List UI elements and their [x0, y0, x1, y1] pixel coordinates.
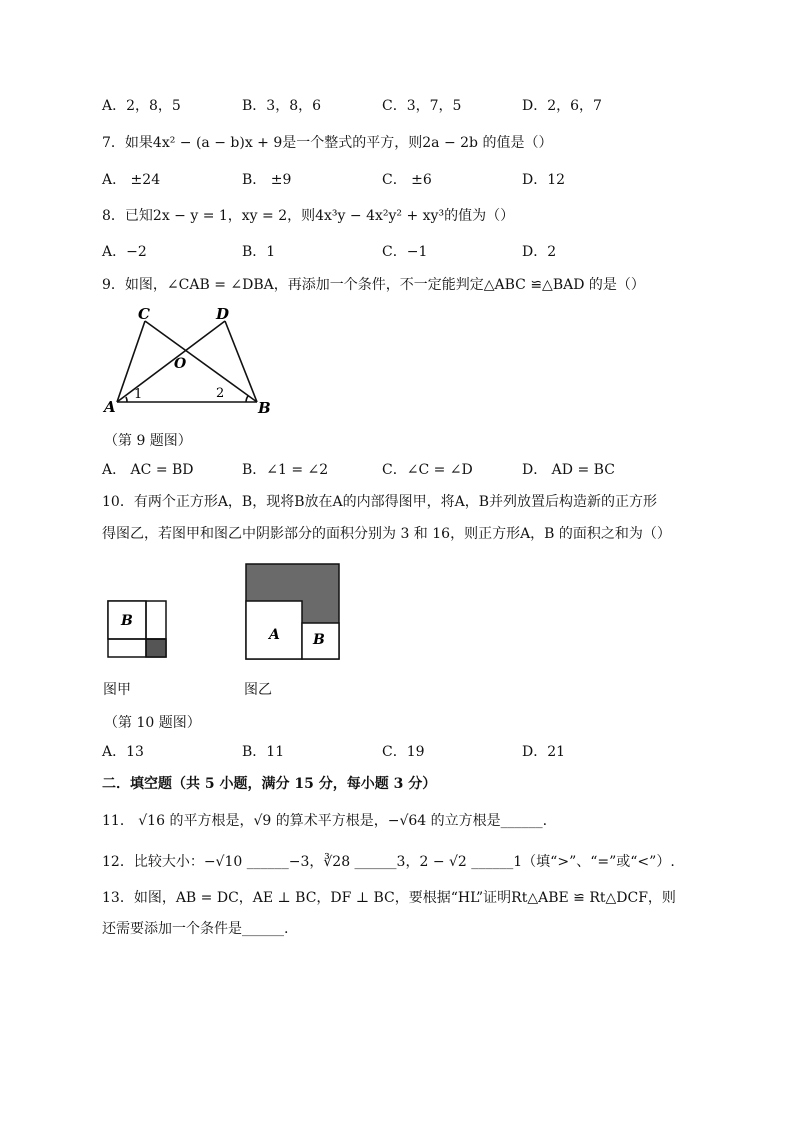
- q7-stem: 7．如果4x² − (a − b)x + 9是一个整式的平方，则2a − 2b 的值是（）: [102, 135, 553, 151]
- q9-label-a: A: [104, 398, 116, 416]
- q9-figure: [100, 300, 290, 420]
- q8-option-c: C．−1: [382, 244, 428, 260]
- q10-jia-label-b: B: [121, 613, 133, 629]
- q13-line1: 13．如图，AB = DC，AE ⊥ BC，DF ⊥ BC，要根据“HL”证明Rt△ABE ≌ Rt△DCF，则: [102, 890, 676, 906]
- q10-figure-yi: [245, 563, 341, 661]
- q10-option-a: A．13: [102, 744, 144, 760]
- q10-stem-line2: 得图乙，若图甲和图乙中阴影部分的面积分别为 3 和 16，则正方形A，B 的面积之和为（）: [102, 526, 671, 542]
- q10-option-c: C．19: [382, 744, 425, 760]
- q8-option-d: D．2: [522, 244, 557, 260]
- q11-text: 11． √16 的平方根是，√9 的算术平方根是，−√64 的立方根是______.: [102, 813, 548, 829]
- q9-label-o: O: [174, 356, 187, 372]
- q6-option-b: B．3，8，6: [242, 98, 322, 114]
- q9-label-c: C: [138, 305, 150, 323]
- q9-option-b: B．∠1 = ∠2: [242, 462, 329, 478]
- q9-angle-arc-2: [246, 396, 248, 402]
- q10-fig1-caption: 图甲: [103, 682, 131, 698]
- q9-stem: 9．如图，∠CAB = ∠DBA，再添加一个条件，不一定能判定△ABC ≌△BAD 的是（）: [102, 277, 645, 293]
- q13-line2: 还需要添加一个条件是______.: [102, 921, 289, 937]
- section2-title: 二．填空题（共 5 小题，满分 15 分，每小题 3 分）: [102, 776, 437, 792]
- q12-text: 12．比较大小：−√10 ______−3，∛28 ______3，2 − √2 ______1（填“>”、“=”或“<”）.: [102, 854, 675, 870]
- q9-label-d: D: [216, 305, 230, 323]
- q10-stem-line1: 10．有两个正方形A，B，现将B放在A的内部得图甲，将A，B并列放置后构造新的正方形: [102, 494, 658, 510]
- q10-yi-label-a: A: [269, 627, 280, 643]
- q10-jia-shaded-region: [146, 639, 166, 657]
- q9-option-d: D． AD = BC: [522, 462, 615, 478]
- q10-yi-label-b: B: [313, 632, 325, 648]
- q7-option-b: B． ±9: [242, 172, 292, 188]
- q10-option-d: D．21: [522, 744, 566, 760]
- q6-option-d: D．2，6，7: [522, 98, 602, 114]
- q10-option-b: B．11: [242, 744, 285, 760]
- q9-label-angle-1: 1: [134, 387, 143, 402]
- q7-option-d: D．12: [522, 172, 566, 188]
- q10-figure-jia: [107, 600, 169, 660]
- q9-caption: （第 9 题图）: [104, 433, 192, 449]
- q9-option-c: C．∠C = ∠D: [382, 462, 473, 478]
- q10-caption: （第 10 题图）: [104, 715, 201, 731]
- q10-fig2-caption: 图乙: [244, 682, 272, 698]
- q6-option-c: C．3，7，5: [382, 98, 462, 114]
- q9-label-b: B: [258, 399, 271, 417]
- q9-label-angle-2: 2: [216, 386, 225, 401]
- q8-stem: 8．已知2x − y = 1，xy = 2，则4x³y − 4x²y² + xy³的值为（）: [102, 208, 515, 224]
- q8-option-a: A．−2: [102, 244, 147, 260]
- q8-option-b: B．1: [242, 244, 276, 260]
- q6-option-a: A．2，8，5: [102, 98, 181, 114]
- q7-option-a: A． ±24: [102, 172, 161, 188]
- q9-option-a: A． AC = BD: [102, 462, 194, 478]
- q7-option-c: C． ±6: [382, 172, 432, 188]
